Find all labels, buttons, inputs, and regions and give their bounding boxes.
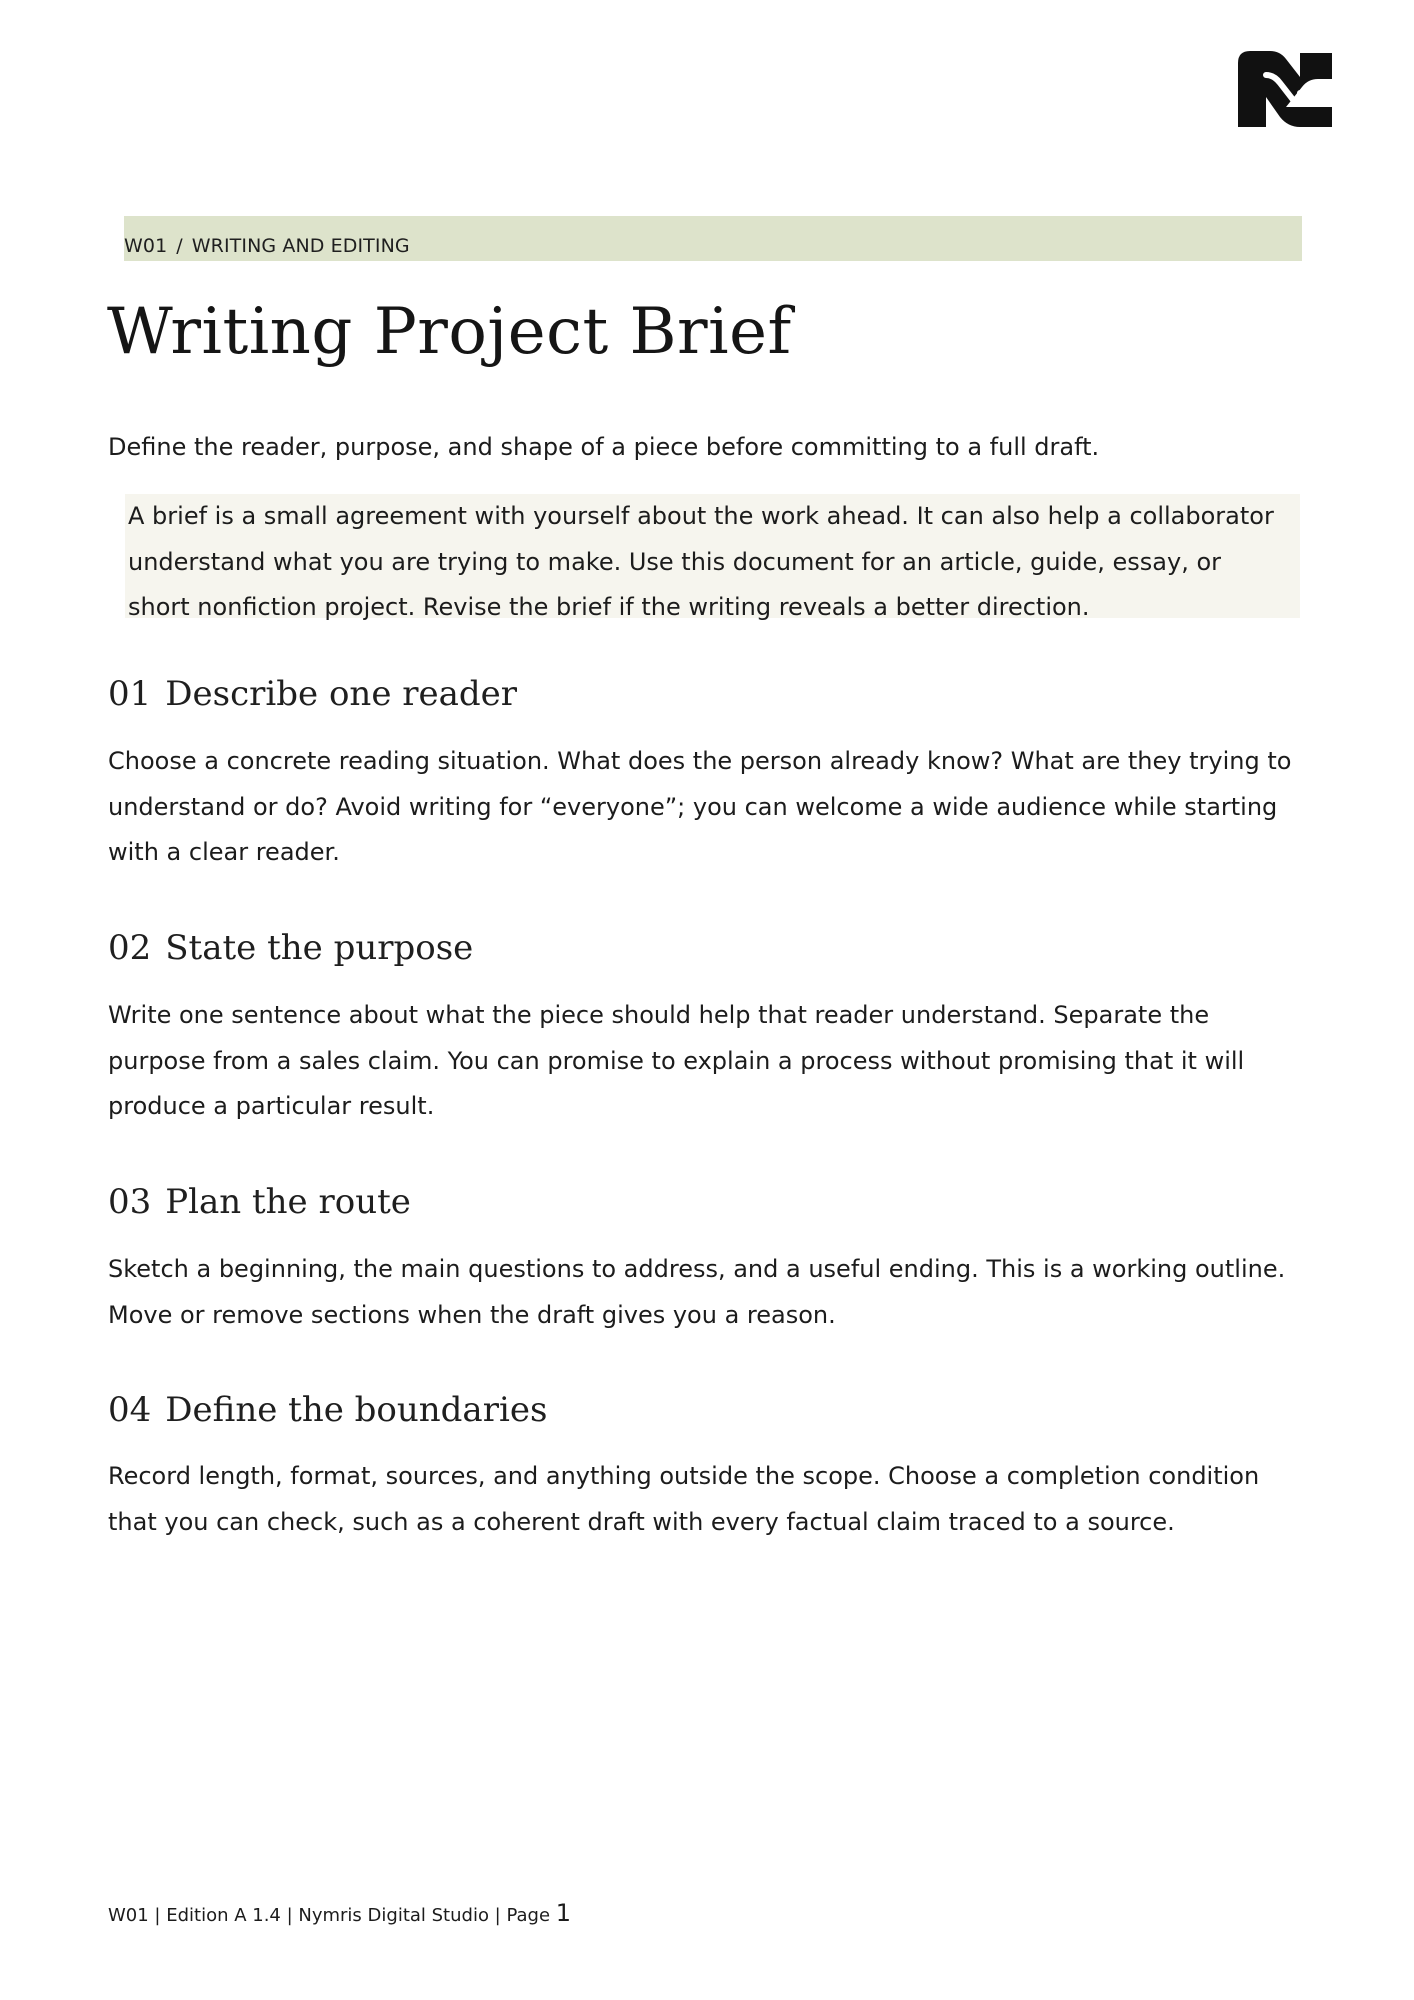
section-heading-3 xyxy=(108,1180,411,1224)
section-body-3: Sketch a beginning, the main questions to address, and a useful ending. This is a working outline. Move or remove sections when the draft gives you a reason. xyxy=(108,1255,1286,1329)
section-number: 03 xyxy=(108,1182,152,1222)
callout-box: A brief is a small agreement with yourself about the work ahead. It can also help a collaborator understand what you are trying to make. Use this document for an article, guide, essay, or short nonfiction project. Revise the brief if the writing reveals a better direction. xyxy=(125,494,1300,618)
page-number: 1 xyxy=(555,1899,572,1927)
brand-logo-icon xyxy=(1236,49,1334,129)
section-title: State the purpose xyxy=(165,928,474,968)
breadcrumb-section: WRITING AND EDITING xyxy=(191,235,410,257)
section-body-1: Choose a concrete reading situation. What does the person already know? What are they trying to understand or do? Avoid writing for “everyone”; you can welcome a wide audience while starting with a clear reader. xyxy=(108,747,1292,866)
section-heading-1 xyxy=(108,672,517,716)
breadcrumb-separator: / xyxy=(176,235,183,257)
section-number: 01 xyxy=(108,674,152,714)
section-heading-4 xyxy=(108,1388,547,1432)
section-heading-2 xyxy=(108,926,473,970)
section-title: Plan the route xyxy=(165,1182,411,1222)
section-body-2: Write one sentence about what the piece should help that reader understand. Separate the purpose from a sales claim. You can promise to explain a process without promising that it will produce a particular result. xyxy=(108,1001,1245,1120)
section-title: Describe one reader xyxy=(165,674,518,714)
breadcrumb xyxy=(124,216,1302,261)
footer-text: W01 | Edition A 1.4 | Nymris Digital Studio | Page xyxy=(108,1905,551,1926)
page-title: Writing Project Brief xyxy=(107,295,792,369)
section-title: Define the boundaries xyxy=(165,1390,548,1430)
breadcrumb-code: W01 xyxy=(124,235,168,257)
section-number: 04 xyxy=(108,1390,152,1430)
section-number: 02 xyxy=(108,928,152,968)
page-footer xyxy=(108,1898,571,1931)
section-body-4: Record length, format, sources, and anything outside the scope. Choose a completion condition that you can check, such as a coherent draft with every factual claim traced to a source. xyxy=(108,1462,1260,1536)
page-subtitle: Define the reader, purpose, and shape of a piece before committing to a full draft. xyxy=(108,433,1100,461)
